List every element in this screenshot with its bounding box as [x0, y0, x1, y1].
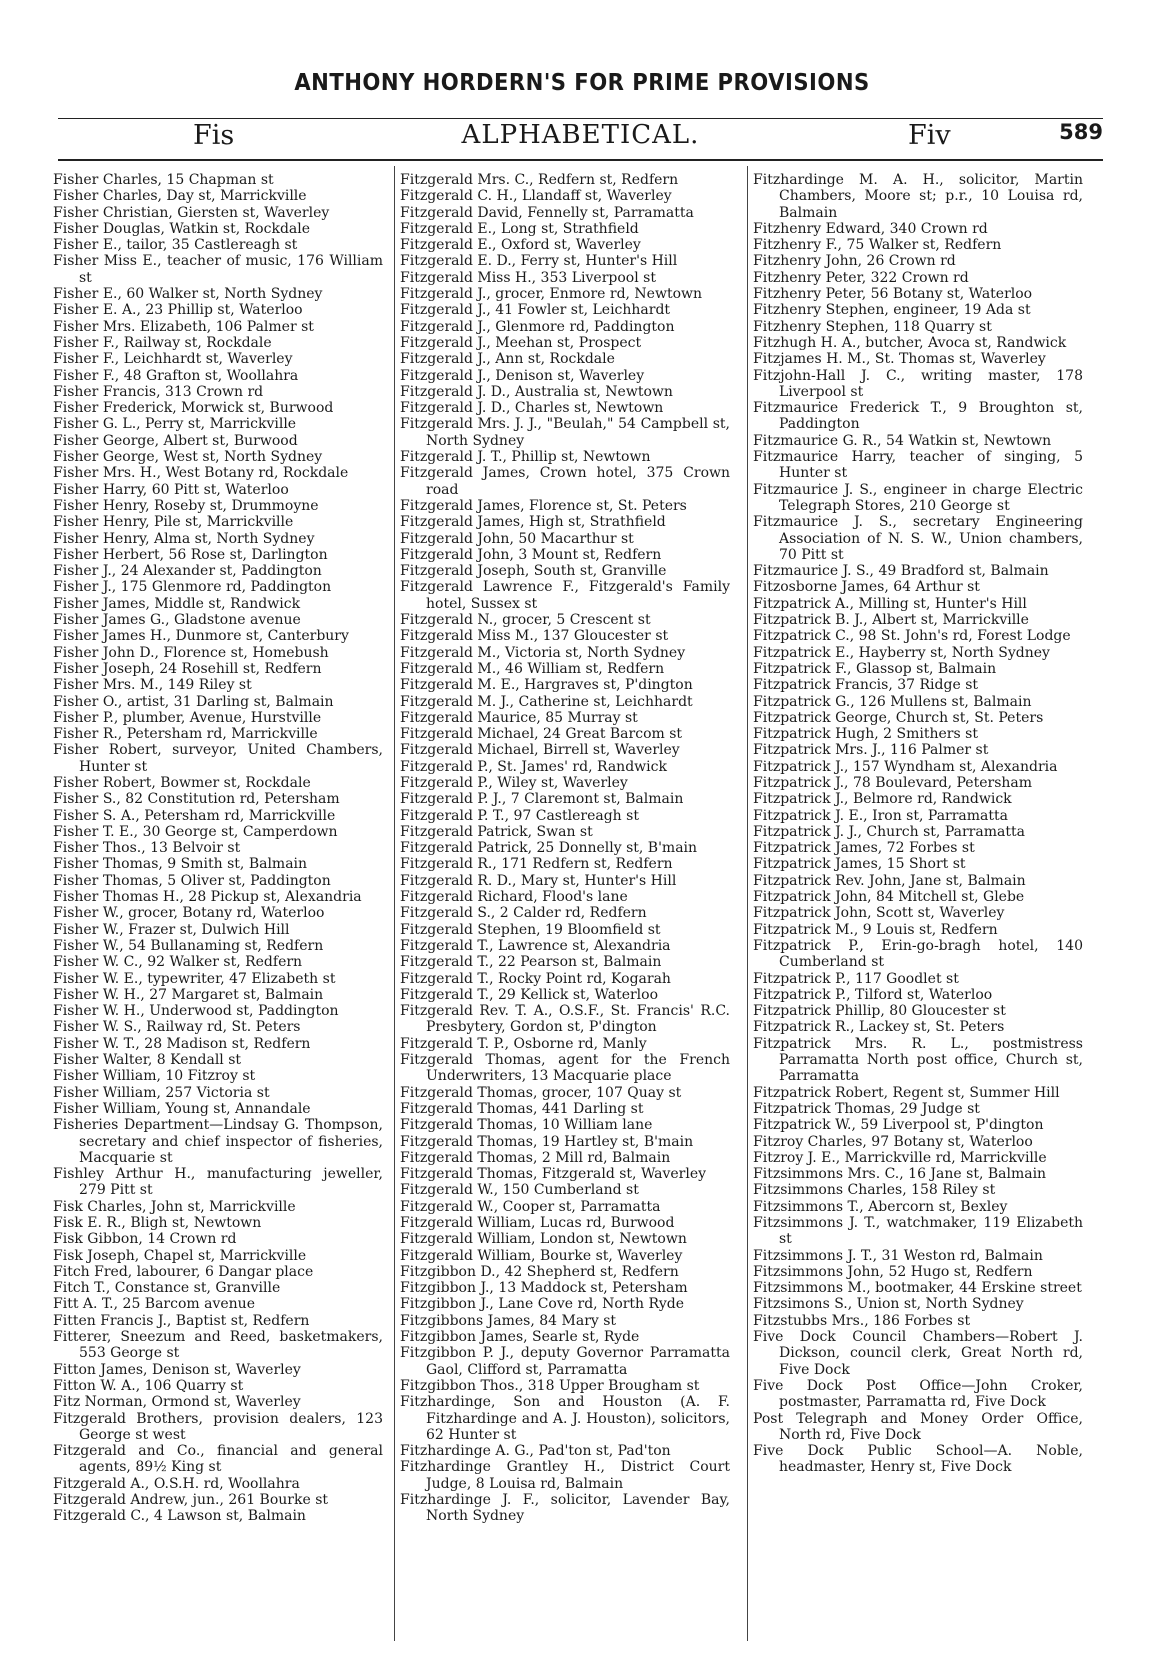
directory-entry: Fisher William, Young st, Annandale: [53, 1100, 311, 1117]
directory-entry: Fitzpatrick Hugh, 2 Smithers st: [753, 726, 978, 743]
directory-entry: Fitzpatrick C., 98 St. John's rd, Forest Lodge: [753, 628, 1071, 645]
directory-entry: Fisher Thos., 13 Belvoir st: [53, 840, 241, 857]
directory-entry: Fitzgerald E., Oxford st, Waverley: [400, 237, 641, 254]
running-header: [58, 120, 1103, 156]
directory-entry: Fitzhardinge M. A. H., solicitor, Martin Chambers, Moore st; p.r., 10 Louisa rd, Balmain: [753, 172, 1083, 221]
directory-entry: Fitzgerald Thomas, 10 William lane: [400, 1117, 653, 1134]
directory-entry: Fisher George, West st, North Sydney: [53, 449, 323, 466]
directory-entry: Fisher Joseph, 24 Rosehill st, Redfern: [53, 660, 322, 677]
directory-entry: Fisher G. L., Perry st, Marrickville: [53, 416, 297, 433]
page-banner: ANTHONY HORDERN'S FOR PRIME PROVISIONS: [294, 70, 870, 96]
directory-entry: Fisher J., 175 Glenmore rd, Paddington: [53, 579, 332, 596]
directory-entry: Fisher James, Middle st, Randwick: [53, 595, 301, 612]
directory-entry: Fisher Miss E., teacher of music, 176 William st: [53, 253, 383, 286]
directory-entry: Fitton W. A., 106 Quarry st: [53, 1377, 244, 1394]
directory-entry: Fisher Thomas H., 28 Pickup st, Alexandria: [53, 889, 362, 906]
directory-entry: Fisher J., 24 Alexander st, Paddington: [53, 563, 322, 580]
directory-entry: Fitzmaurice J. S., 49 Bradford st, Balmain: [753, 563, 1049, 580]
directory-entry: Fisk Charles, John st, Marrickville: [53, 1198, 296, 1215]
directory-entry: Fitzgerald John, 3 Mount st, Redfern: [400, 546, 662, 563]
directory-entry: Fitzgerald J., grocer, Enmore rd, Newtown: [400, 286, 703, 303]
directory-entry: Fitzhenry Edward, 340 Crown rd: [753, 220, 988, 237]
directory-entry: Fitzgibbon James, Searle st, Ryde: [400, 1329, 640, 1346]
directory-entry: Fitzgerald Lawrence F., Fitzgerald's Family hotel, Sussex st: [400, 579, 730, 612]
directory-entry: Fitzgerald Thomas, agent for the French Underwriters, 13 Macquarie place: [400, 1052, 730, 1085]
directory-entry: Fisher James H., Dunmore st, Canterbury: [53, 628, 349, 645]
directory-entry: Fitzgerald J., 41 Fowler st, Leichhardt: [400, 302, 671, 319]
directory-entry: Fisher Mrs. M., 149 Riley st: [53, 677, 252, 694]
header-rule-bottom: [58, 159, 1103, 161]
directory-entry: Fitzpatrick J., 157 Wyndham st, Alexandria: [753, 758, 1058, 775]
directory-entry: Fitzgerald James, Florence st, St. Peters: [400, 497, 687, 514]
directory-entry: Fitzhardinge, Son and Houston (A. F. Fitzhardinge and A. J. Houston), solicitors, 62 Hunter st: [400, 1394, 730, 1443]
directory-entry: Fitzhenry Stephen, 118 Quarry st: [753, 318, 992, 335]
directory-entry: Fitzpatrick W., 59 Liverpool st, P'dington: [753, 1117, 1044, 1134]
directory-entry: Fitzgerald C. H., Llandaff st, Waverley: [400, 188, 672, 205]
directory-entry: Fisher Thomas, 5 Oliver st, Paddington: [53, 872, 331, 889]
directory-entry: Fitzgerald James, Crown hotel, 375 Crown road: [400, 465, 730, 498]
directory-entry: Fitzsimmons T., Abercorn st, Bexley: [753, 1198, 1008, 1215]
directory-entry: Fitzhenry John, 26 Crown rd: [753, 253, 956, 270]
directory-entry: Fitzgerald S., 2 Calder rd, Redfern: [400, 905, 647, 922]
directory-entry: Fitzgerald Thomas, 2 Mill rd, Balmain: [400, 1149, 671, 1166]
directory-entry: Fitzsimmons J. T., watchmaker, 119 Elizabeth st: [753, 1215, 1083, 1248]
directory-entry: Fitzgerald Thomas, Fitzgerald st, Waverley: [400, 1166, 707, 1183]
directory-entry: Fitzpatrick Mrs. R. L., postmistress Parramatta North post office, Church st, Parramatta: [753, 1035, 1083, 1085]
directory-entry: Fisheries Department—Lindsay G. Thompson, secretary and chief inspector of fisheries, Macquarie st: [53, 1117, 383, 1166]
directory-entry: Fitzpatrick John, 84 Mitchell st, Glebe: [753, 889, 1025, 906]
directory-entry: Fitzgerald J., Denison st, Waverley: [400, 367, 645, 384]
directory-entry: Fitzhardinge A. G., Pad'ton st, Pad'ton: [400, 1443, 671, 1460]
directory-entry: Fishley Arthur H., manufacturing jeweller, 279 Pitt st: [53, 1166, 383, 1199]
directory-entry: Fisher W. S., Railway rd, St. Peters: [53, 1019, 301, 1036]
directory-entry: Fisher W., grocer, Botany rd, Waterloo: [53, 905, 325, 922]
directory-entry: Fitzgibbons James, 84 Mary st: [400, 1312, 617, 1329]
directory-entry: Fisher W. H., Underwood st, Paddington: [53, 1003, 339, 1020]
directory-entry: Fitzgerald Miss H., 353 Liverpool st: [400, 269, 656, 286]
directory-entry: Fitzmaurice G. R., 54 Watkin st, Newtown: [753, 432, 1052, 449]
directory-entry: Fitzgerald W., Cooper st, Parramatta: [400, 1198, 661, 1215]
directory-entry: Fitzgibbon P. J., deputy Governor Parramatta Gaol, Clifford st, Parramatta: [400, 1345, 730, 1378]
directory-entry: Fitzgerald Joseph, South st, Granville: [400, 563, 667, 580]
directory-entry: Fisher William, 257 Victoria st: [53, 1084, 270, 1101]
directory-entry: Fitzgerald W., 150 Cumberland st: [400, 1182, 639, 1199]
directory-entry: Fitzpatrick B. J., Albert st, Marrickville: [753, 612, 1029, 629]
directory-entry: Fitzroy J. E., Marrickville rd, Marrickville: [753, 1149, 1047, 1166]
directory-entry: Fisher Douglas, Watkin st, Rockdale: [53, 220, 311, 237]
directory-entry: Fisher Charles, Day st, Marrickville: [53, 188, 307, 205]
header-right-guide-word: Fiv: [908, 120, 951, 151]
directory-entry: Fitzgerald E., Long st, Strathfield: [400, 220, 639, 237]
directory-entry: Fitzhugh H. A., butcher, Avoca st, Randwick: [753, 334, 1067, 351]
directory-entry: Fitzgerald M., Victoria st, North Sydney: [400, 644, 686, 661]
directory-entry: Fisher T. E., 30 George st, Camperdown: [53, 823, 338, 840]
directory-entry: Fisk E. R., Bligh st, Newtown: [53, 1215, 262, 1231]
directory-entry: Fitzgerald T., 22 Pearson st, Balmain: [400, 954, 662, 971]
directory-entry: Fisher Thomas, 9 Smith st, Balmain: [53, 856, 308, 873]
directory-entry: Fisher George, Albert st, Burwood: [53, 432, 298, 449]
directory-entry: Fitzpatrick E., Hayberry st, North Sydney: [753, 644, 1050, 661]
directory-entry: Fitzmaurice J. S., engineer in charge Electric Telegraph Stores, 210 George st: [753, 481, 1083, 514]
directory-entry: Post Telegraph and Money Order Office, North rd, Five Dock: [753, 1410, 1083, 1443]
directory-entry: Fitton James, Denison st, Waverley: [53, 1361, 301, 1378]
directory-entry: Fisher Robert, surveyor, United Chambers, Hunter st: [53, 742, 383, 775]
directory-entry: Fitzgerald Stephen, 19 Bloomfield st: [400, 921, 661, 938]
directory-entry: Fisk Gibbon, 14 Crown rd: [53, 1231, 237, 1248]
directory-entry: Fitzsimmons Charles, 158 Riley st: [753, 1182, 996, 1199]
directory-entry: Fitzpatrick John, Scott st, Waverley: [753, 905, 1005, 922]
directory-entry: Fisher W. C., 92 Walker st, Redfern: [53, 954, 303, 971]
directory-entry: Five Dock Post Office—John Croker, postmaster, Parramatta rd, Five Dock: [753, 1377, 1083, 1411]
directory-entry: Fisher Henry, Pile st, Marrickville: [53, 514, 294, 531]
directory-entry: Fitzgibbon J., 13 Maddock st, Petersham: [400, 1280, 688, 1297]
directory-entry: Fitzgerald T., Lawrence st, Alexandria: [400, 937, 671, 954]
directory-entry: Fitzgerald Thomas, grocer, 107 Quay st: [400, 1084, 682, 1101]
directory-entry: Fitzgibbon Thos., 318 Upper Brougham st: [400, 1377, 700, 1394]
directory-entry: Fitzjames H. M., St. Thomas st, Waverley: [753, 351, 1046, 368]
directory-entry: Fitzgerald P. T., 97 Castlereagh st: [400, 807, 639, 824]
directory-entry: Fisher E., tailor, 35 Castlereagh st: [53, 237, 298, 254]
directory-entry: Fisher W. H., 27 Margaret st, Balmain: [53, 986, 324, 1003]
directory-entry: Fitzhardinge Grantley H., District Court Judge, 8 Louisa rd, Balmain: [400, 1459, 730, 1492]
directory-entry: Fitzgerald P., St. James' rd, Randwick: [400, 758, 667, 775]
directory-entry: Fitch Fred, labourer, 6 Dangar place: [53, 1263, 314, 1280]
directory-entry: Fitzgerald J. T., Phillip st, Newtown: [400, 449, 651, 466]
directory-entry: Fitzgerald and Co., financial and general agents, 89½ King st: [53, 1443, 383, 1476]
directory-entry: Fitzgerald P. J., 7 Claremont st, Balmain: [400, 791, 684, 808]
directory-entry: Fisher James G., Gladstone avenue: [53, 612, 301, 629]
directory-entry: Fitzsimons S., Union st, North Sydney: [753, 1296, 1024, 1313]
directory-column-1: [53, 172, 383, 1525]
directory-entry: Fitz Norman, Ormond st, Waverley: [53, 1394, 301, 1411]
directory-entry: Fitzsimmons Mrs. C., 16 Jane st, Balmain: [753, 1166, 1047, 1183]
directory-entry: Fisher E., 60 Walker st, North Sydney: [53, 286, 323, 303]
directory-entry: Fitzpatrick Robert, Regent st, Summer Hill: [753, 1084, 1060, 1101]
directory-entry: Fitzgerald E. D., Ferry st, Hunter's Hill: [400, 253, 678, 270]
directory-entry: Fitzgerald Patrick, Swan st: [400, 823, 593, 840]
directory-column-2: [400, 172, 730, 1525]
directory-entry: Fisher W. T., 28 Madison st, Redfern: [53, 1035, 311, 1052]
directory-entry: Fitzosborne James, 64 Arthur st: [753, 579, 980, 596]
header-left-guide-word: Fis: [193, 120, 235, 151]
directory-entry: Fitzpatrick P., Tilford st, Waterloo: [753, 986, 993, 1003]
directory-entry: Fitzhenry Stephen, engineer, 19 Ada st: [753, 302, 1031, 319]
directory-entry: Fitzgerald P., Wiley st, Waverley: [400, 774, 628, 791]
directory-entry: Fitzpatrick R., Lackey st, St. Peters: [753, 1019, 1005, 1036]
directory-entry: Fitzpatrick A., Milling st, Hunter's Hill: [753, 595, 1027, 612]
directory-entry: Fitzsimmons J. T., 31 Weston rd, Balmain: [753, 1247, 1043, 1264]
directory-entry: Fitzgerald William, Bourke st, Waverley: [400, 1247, 683, 1264]
directory-entry: Fitt A. T., 25 Barcom avenue: [53, 1296, 255, 1313]
directory-entry: Fisher O., artist, 31 Darling st, Balmain: [53, 693, 334, 710]
directory-entry: Fitzgerald Michael, 24 Great Barcom st: [400, 726, 683, 743]
directory-entry: Fitzpatrick Francis, 37 Ridge st: [753, 677, 978, 694]
column-divider: [394, 166, 395, 1641]
header-rule-top: [58, 118, 1103, 119]
directory-entry: Fisher Walter, 8 Kendall st: [53, 1052, 242, 1069]
directory-entry: Fisher E. A., 23 Phillip st, Waterloo: [53, 302, 303, 319]
directory-entry: Fitzmaurice Harry, teacher of singing, 5 Hunter st: [753, 449, 1083, 482]
directory-entry: Fitzgerald Miss M., 137 Gloucester st: [400, 628, 669, 645]
directory-entry: Fitzsimmons John, 52 Hugo st, Redfern: [753, 1263, 1033, 1280]
directory-entry: Fisher William, 10 Fitzroy st: [53, 1068, 256, 1085]
directory-entry: Fitzgerald J. D., Australia st, Newtown: [400, 383, 673, 400]
directory-entry: Fitzgerald R., 171 Redfern st, Redfern: [400, 856, 673, 873]
directory-entry: Fitzgerald Brothers, provision dealers, 123 George st west: [53, 1410, 383, 1443]
directory-entry: Fitzgerald Richard, Flood's lane: [400, 889, 628, 906]
directory-entry: Fisher Charles, 15 Chapman st: [53, 172, 274, 188]
directory-entry: Fitzpatrick J. E., Iron st, Parramatta: [753, 807, 1008, 824]
directory-entry: Fitzpatrick Phillip, 80 Gloucester st: [753, 1003, 1006, 1020]
directory-entry: Fitzpatrick James, 15 Short st: [753, 856, 966, 873]
directory-entry: Fitch T., Constance st, Granville: [53, 1280, 281, 1297]
directory-entry: Fitzpatrick F., Glassop st, Balmain: [753, 660, 997, 677]
directory-entry: Fitzgerald Andrew, jun., 261 Bourke st: [53, 1492, 329, 1509]
directory-entry: Fitzsimmons M., bootmaker, 44 Erskine street: [753, 1280, 1082, 1297]
directory-entry: Fisher P., plumber, Avenue, Hurstville: [53, 709, 322, 726]
directory-entry: Fisher Christian, Giersten st, Waverley: [53, 204, 330, 221]
directory-entry: Fisher W., Frazer st, Dulwich Hill: [53, 921, 290, 938]
directory-entry: Fitzpatrick James, 72 Forbes st: [753, 840, 975, 857]
directory-entry: Fisher F., Leichhardt st, Waverley: [53, 351, 293, 368]
directory-entry: Fitzhenry F., 75 Walker st, Redfern: [753, 237, 1002, 254]
directory-entry: Fitzgerald M., 46 William st, Redfern: [400, 660, 665, 677]
directory-entry: Fitzpatrick Rev. John, Jane st, Balmain: [753, 872, 1026, 889]
directory-entry: Fitzgerald William, Lucas rd, Burwood: [400, 1215, 675, 1231]
directory-entry: Fisher Mrs. H., West Botany rd, Rockdale: [53, 465, 349, 482]
directory-entry: Fisher Robert, Bowmer st, Rockdale: [53, 774, 311, 791]
directory-entry: Fitterer, Sneezum and Reed, basketmakers, 553 George st: [53, 1329, 383, 1362]
directory-entry: Fitzgerald J., Meehan st, Prospect: [400, 334, 642, 351]
directory-entry: Fitzgerald Mrs. C., Redfern st, Redfern: [400, 172, 679, 188]
directory-entry: Fitzgerald J., Glenmore rd, Paddington: [400, 318, 675, 335]
directory-entry: Fitzhenry Peter, 56 Botany st, Waterloo: [753, 286, 1033, 303]
directory-entry: Fitzgerald T. P., Osborne rd, Manly: [400, 1035, 647, 1052]
directory-entry: Fitzgerald Thomas, 19 Hartley st, B'main: [400, 1133, 694, 1150]
directory-entry: Fitzmaurice J. S., secretary Engineering Association of N. S. W., Union chambers, 70 Pitt st: [753, 514, 1083, 563]
page-number: 589: [1059, 120, 1103, 144]
column-divider: [747, 166, 748, 1641]
directory-entry: Fitzgerald Maurice, 85 Murray st: [400, 709, 638, 726]
directory-entry: Fisher Herbert, 56 Rose st, Darlington: [53, 546, 328, 563]
directory-entry: Fitzstubbs Mrs., 186 Forbes st: [753, 1312, 971, 1329]
directory-entry: Fitzgibbon J., Lane Cove rd, North Ryde: [400, 1296, 684, 1313]
directory-entry: Fitzgerald Michael, Birrell st, Waverley: [400, 742, 680, 759]
directory-entry: Five Dock Council Chambers—Robert J. Dickson, council clerk, Great North rd, Five Dock: [753, 1329, 1083, 1378]
directory-entry: Fitzpatrick M., 9 Louis st, Redfern: [753, 921, 998, 938]
directory-entry: Fitzgerald N., grocer, 5 Crescent st: [400, 612, 651, 629]
directory-entry: Fisher Henry, Roseby st, Drummoyne: [53, 497, 319, 514]
directory-entry: Fisher Henry, Alma st, North Sydney: [53, 530, 315, 547]
directory-entry: Fitzgerald Patrick, 25 Donnelly st, B'main: [400, 840, 698, 857]
directory-entry: Fitzjohn-Hall J. C., writing master, 178 Liverpool st: [753, 367, 1083, 400]
directory-entry: Fisher W., 54 Bullanaming st, Redfern: [53, 937, 324, 954]
directory-entry: Fitzgerald A., O.S.H. rd, Woollahra: [53, 1475, 300, 1492]
directory-entry: Fisher S. A., Petersham rd, Marrickville: [53, 807, 336, 824]
directory-entry: Fisk Joseph, Chapel st, Marrickville: [53, 1247, 307, 1264]
directory-entry: Fisher W. E., typewriter, 47 Elizabeth st: [53, 970, 336, 987]
directory-entry: Five Dock Public School—A. Noble, headmaster, Henry st, Five Dock: [753, 1443, 1083, 1476]
directory-entry: Fitzgerald James, High st, Strathfield: [400, 514, 666, 531]
directory-entry: Fisher Frederick, Morwick st, Burwood: [53, 400, 334, 417]
directory-entry: Fitzgerald J., Ann st, Rockdale: [400, 351, 615, 368]
directory-entry: Fitzgerald Rev. T. A., O.S.F., St. Francis' R.C. Presbytery, Gordon st, P'dington: [400, 1003, 730, 1036]
directory-entry: Fitzgerald R. D., Mary st, Hunter's Hill: [400, 872, 677, 889]
directory-entry: Fisher F., Railway st, Rockdale: [53, 334, 272, 351]
directory-entry: Fitzgerald Mrs. J. J., "Beulah," 54 Campbell st, North Sydney: [400, 416, 730, 449]
directory-column-3: [753, 172, 1083, 1476]
directory-entry: Fitzgerald C., 4 Lawson st, Balmain: [53, 1508, 306, 1525]
header-section-title: ALPHABETICAL.: [461, 120, 700, 150]
directory-entry: Fitzpatrick J., 78 Boulevard, Petersham: [753, 774, 1033, 791]
directory-entry: Fitzgibbon D., 42 Shepherd st, Redfern: [400, 1263, 679, 1280]
directory-entry: Fitzpatrick G., 126 Mullens st, Balmain: [753, 693, 1032, 710]
directory-entry: Fitzroy Charles, 97 Botany st, Waterloo: [753, 1133, 1033, 1150]
directory-entry: Fitzgerald Thomas, 441 Darling st: [400, 1100, 644, 1117]
directory-entry: Fisher S., 82 Constitution rd, Petersham: [53, 791, 340, 808]
directory-entry: Fitzpatrick J. J., Church st, Parramatta: [753, 823, 1025, 840]
directory-entry: Fitzmaurice Frederick T., 9 Broughton st, Paddington: [753, 400, 1083, 433]
directory-entry: Fisher Francis, 313 Crown rd: [53, 383, 264, 400]
directory-entry: Fitzgerald William, London st, Newtown: [400, 1231, 687, 1248]
directory-entry: Fitten Francis J., Baptist st, Redfern: [53, 1312, 310, 1329]
directory-entry: Fitzhardinge J. F., solicitor, Lavender Bay, North Sydney: [400, 1492, 730, 1525]
directory-entry: Fisher Harry, 60 Pitt st, Waterloo: [53, 481, 289, 498]
directory-entry: Fitzpatrick Thomas, 29 Judge st: [753, 1100, 980, 1117]
directory-entry: Fitzpatrick George, Church st, St. Peters: [753, 709, 1044, 726]
directory-entry: Fitzgerald David, Fennelly st, Parramatta: [400, 204, 694, 221]
directory-entry: Fitzpatrick J., Belmore rd, Randwick: [753, 791, 1012, 808]
directory-entry: Fitzpatrick P., Erin-go-bragh hotel, 140 Cumberland st: [753, 937, 1083, 971]
directory-entry: Fitzgerald M. E., Hargraves st, P'dington: [400, 677, 693, 694]
directory-entry: Fitzgerald J. D., Charles st, Newtown: [400, 400, 664, 417]
directory-entry: Fitzpatrick P., 117 Goodlet st: [753, 970, 959, 987]
directory-entry: Fitzgerald John, 50 Macarthur st: [400, 530, 634, 547]
directory-entry: Fisher R., Petersham rd, Marrickville: [53, 726, 318, 743]
directory-entry: Fisher Mrs. Elizabeth, 106 Palmer st: [53, 318, 314, 335]
directory-entry: Fitzgerald M. J., Catherine st, Leichhardt: [400, 693, 693, 710]
directory-entry: Fitzgerald T., 29 Kellick st, Waterloo: [400, 986, 659, 1003]
directory-entry: Fisher John D., Florence st, Homebush: [53, 644, 329, 661]
directory-entry: Fisher F., 48 Grafton st, Woollahra: [53, 367, 299, 384]
directory-entry: Fitzhenry Peter, 322 Crown rd: [753, 269, 969, 286]
directory-entry: Fitzpatrick Mrs. J., 116 Palmer st: [753, 742, 989, 759]
directory-entry: Fitzgerald T., Rocky Point rd, Kogarah: [400, 970, 671, 987]
